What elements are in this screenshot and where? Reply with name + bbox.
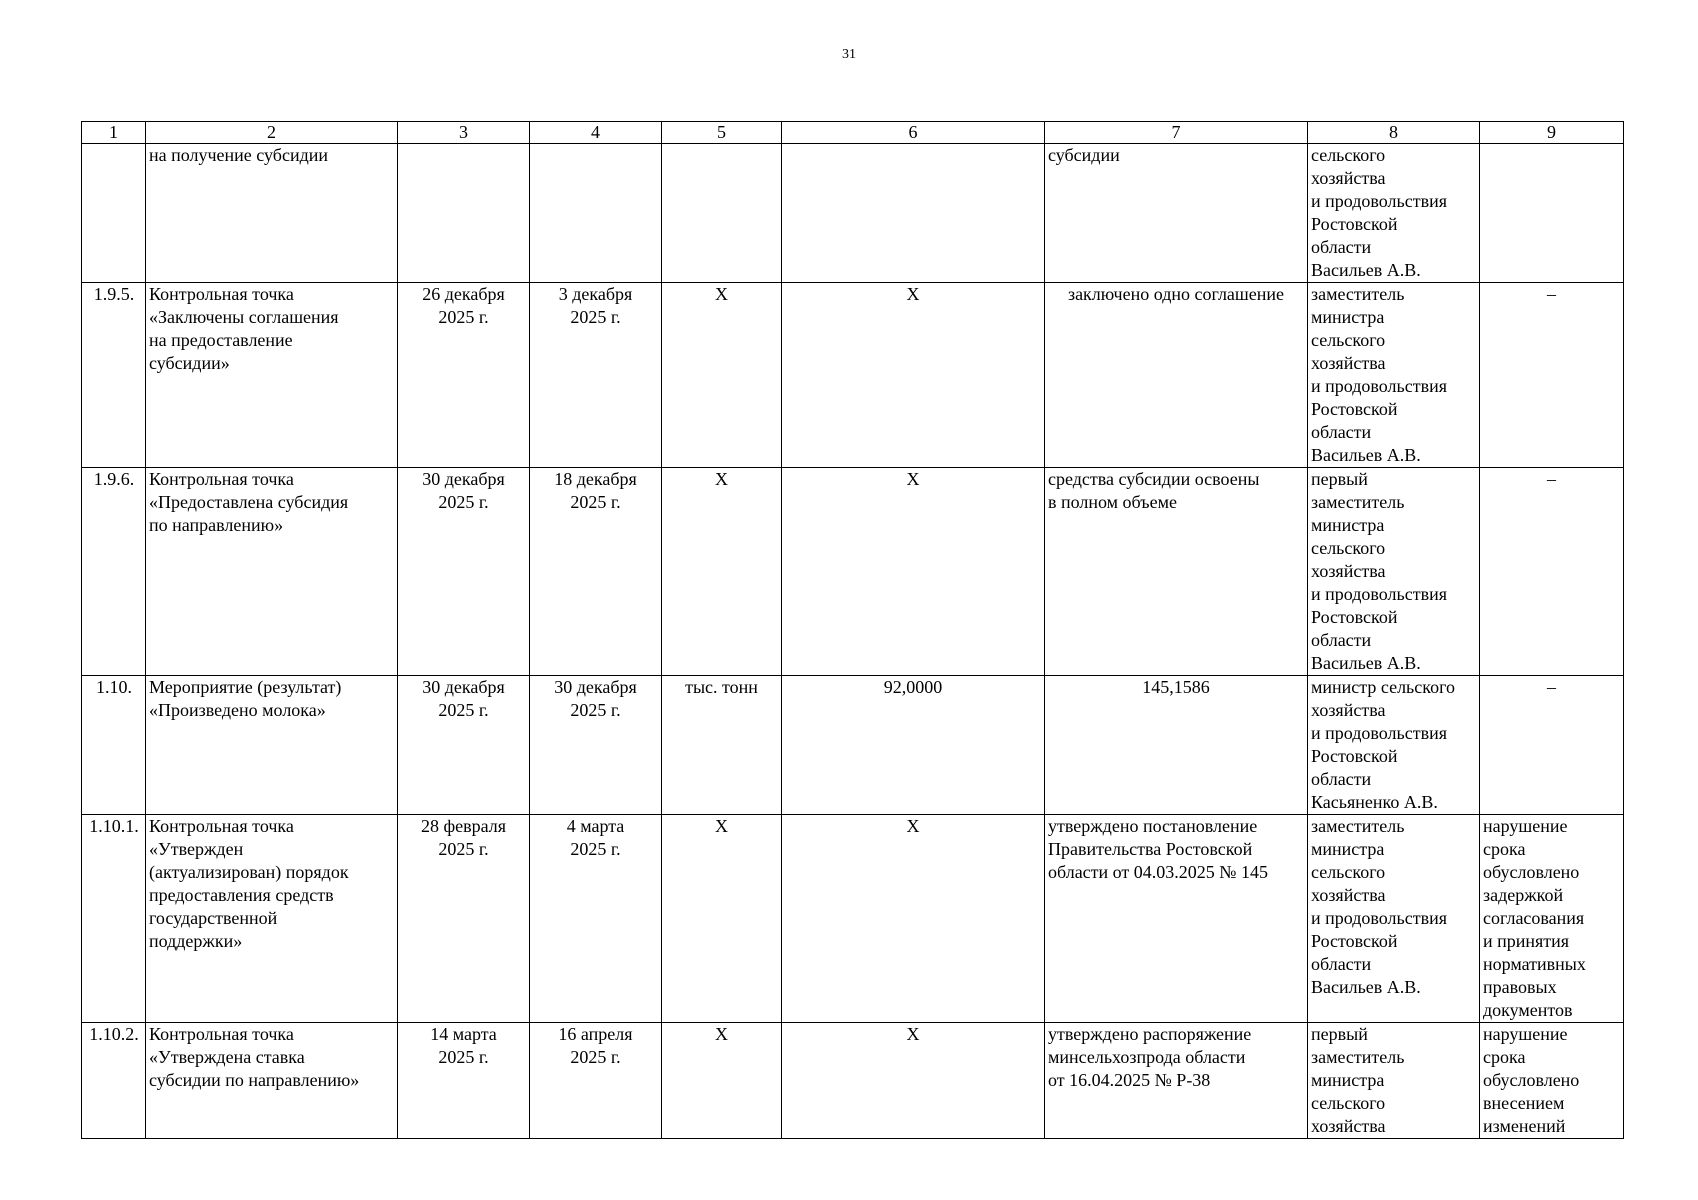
plan-date-cell: 30 декабря 2025 г. <box>398 676 530 815</box>
event-name-cell: Мероприятие (результат) «Произведено молока» <box>146 676 398 815</box>
header-cell: 7 <box>1045 122 1308 144</box>
fact-date-cell: 30 декабря 2025 г. <box>530 676 662 815</box>
fact-date-cell: 16 апреля 2025 г. <box>530 1023 662 1139</box>
row-number-cell: 1.10.1. <box>82 815 146 1023</box>
unit-cell <box>662 144 782 283</box>
row-number-cell: 1.9.6. <box>82 468 146 676</box>
table-row <box>82 144 1624 283</box>
unit-cell: тыс. тонн <box>662 676 782 815</box>
plan-value-cell: Х <box>782 468 1045 676</box>
fact-date-cell: 4 марта 2025 г. <box>530 815 662 1023</box>
plan-value-cell <box>782 144 1045 283</box>
plan-date-cell <box>398 144 530 283</box>
note-cell <box>1480 144 1624 283</box>
fact-value-cell: утверждено постановление Правительства Ростовской области от 04.03.2025 № 145 <box>1045 815 1308 1023</box>
note-cell: – <box>1480 676 1624 815</box>
responsible-cell: первый заместитель министра сельского хозяйства и продовольствия Ростовской области Васильев А.В. <box>1308 468 1480 676</box>
note-cell: нарушение срока обусловлено внесением изменений <box>1480 1023 1624 1139</box>
plan-date-cell: 28 февраля 2025 г. <box>398 815 530 1023</box>
note-cell: – <box>1480 283 1624 468</box>
plan-date-cell: 30 декабря 2025 г. <box>398 468 530 676</box>
plan-date-cell: 14 марта 2025 г. <box>398 1023 530 1139</box>
table-row <box>82 468 1624 676</box>
header-cell: 6 <box>782 122 1045 144</box>
responsible-cell: министр сельского хозяйства и продовольствия Ростовской области Касьяненко А.В. <box>1308 676 1480 815</box>
note-cell: – <box>1480 468 1624 676</box>
fact-value-cell: 145,1586 <box>1045 676 1308 815</box>
event-name-cell: Контрольная точка «Утвержден (актуализирован) порядок предоставления средств государственной поддержки» <box>146 815 398 1023</box>
page-number: 31 <box>842 47 856 62</box>
plan-value-cell: Х <box>782 1023 1045 1139</box>
table-row <box>82 676 1624 815</box>
plan-value-cell: Х <box>782 815 1045 1023</box>
header-cell: 4 <box>530 122 662 144</box>
table-row <box>82 815 1624 1023</box>
header-cell: 3 <box>398 122 530 144</box>
plan-table <box>81 121 1624 1139</box>
fact-date-cell: 3 декабря 2025 г. <box>530 283 662 468</box>
row-number-cell: 1.9.5. <box>82 283 146 468</box>
row-number-cell <box>82 144 146 283</box>
plan-value-cell: Х <box>782 283 1045 468</box>
responsible-cell: заместитель министра сельского хозяйства и продовольствия Ростовской области Васильев А.В. <box>1308 815 1480 1023</box>
event-name-cell: Контрольная точка «Утверждена ставка субсидии по направлению» <box>146 1023 398 1139</box>
note-cell: нарушение срока обусловлено задержкой согласования и принятия нормативных правовых документов <box>1480 815 1624 1023</box>
fact-date-cell: 18 декабря 2025 г. <box>530 468 662 676</box>
unit-cell: Х <box>662 283 782 468</box>
row-number-cell: 1.10. <box>82 676 146 815</box>
header-cell: 8 <box>1308 122 1480 144</box>
fact-value-cell: субсидии <box>1045 144 1308 283</box>
fact-date-cell <box>530 144 662 283</box>
fact-value-cell: заключено одно соглашение <box>1045 283 1308 468</box>
responsible-cell: первый заместитель министра сельского хозяйства <box>1308 1023 1480 1139</box>
responsible-cell: сельского хозяйства и продовольствия Ростовской области Васильев А.В. <box>1308 144 1480 283</box>
fact-value-cell: средства субсидии освоены в полном объеме <box>1045 468 1308 676</box>
header-cell: 1 <box>82 122 146 144</box>
table-header-row <box>82 122 1624 144</box>
responsible-cell: заместитель министра сельского хозяйства и продовольствия Ростовской области Васильев А.В. <box>1308 283 1480 468</box>
table-row <box>82 283 1624 468</box>
plan-value-cell: 92,0000 <box>782 676 1045 815</box>
row-number-cell: 1.10.2. <box>82 1023 146 1139</box>
header-cell: 2 <box>146 122 398 144</box>
event-name-cell: Контрольная точка «Заключены соглашения на предоставление субсидии» <box>146 283 398 468</box>
plan-date-cell: 26 декабря 2025 г. <box>398 283 530 468</box>
event-name-cell: Контрольная точка «Предоставлена субсидия по направлению» <box>146 468 398 676</box>
event-name-cell: на получение субсидии <box>146 144 398 283</box>
header-cell: 9 <box>1480 122 1624 144</box>
unit-cell: Х <box>662 468 782 676</box>
fact-value-cell: утверждено распоряжение минсельхозпрода области от 16.04.2025 № Р-38 <box>1045 1023 1308 1139</box>
header-cell: 5 <box>662 122 782 144</box>
unit-cell: Х <box>662 815 782 1023</box>
unit-cell: Х <box>662 1023 782 1139</box>
table-row <box>82 1023 1624 1139</box>
